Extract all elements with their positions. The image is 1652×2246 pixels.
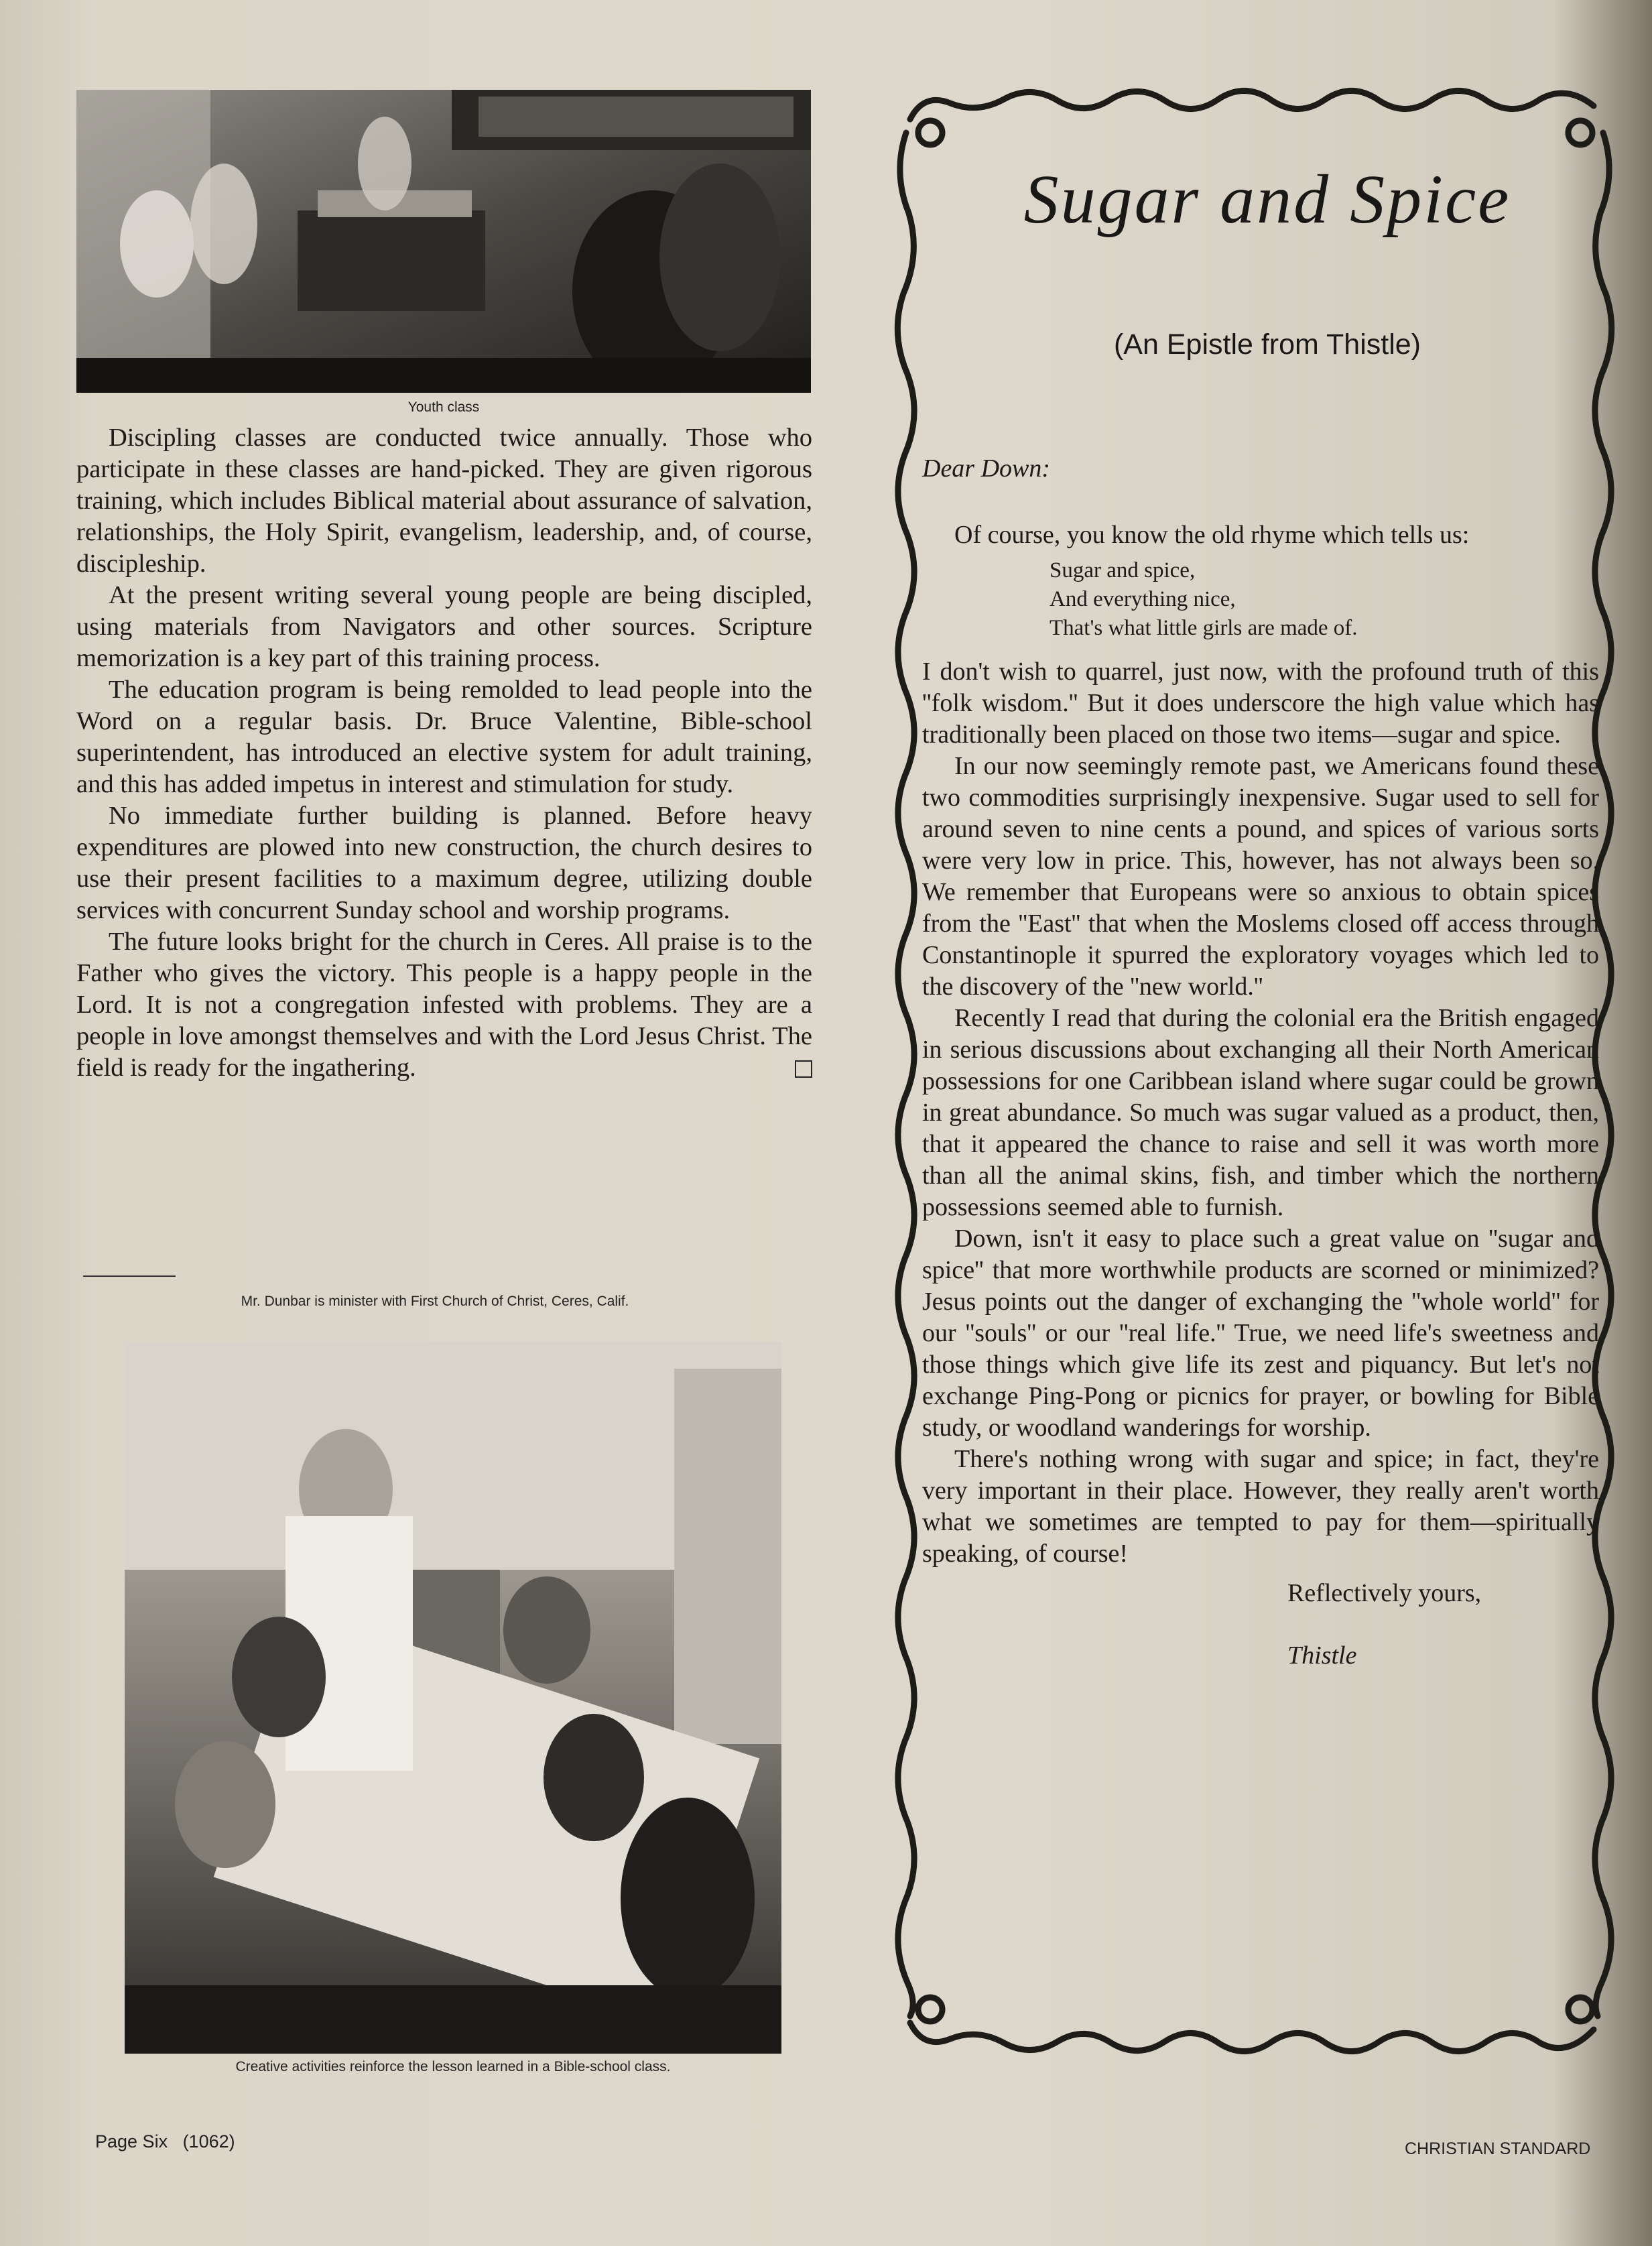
youth-class-photo-icon <box>76 90 811 393</box>
page-number: Page Six (1062) <box>95 2131 235 2151</box>
caption-youth-class: Youth class <box>407 399 480 415</box>
signature: Thistle <box>1287 1641 1357 1670</box>
left-paragraph: Discipling classes are conducted twice annually. Those who participate in these classes are hand-picked. They are given rigorous training, which includes Biblical material about assurance of salvation, relationships, the Holy Spirit, evangelism, leadership, and, of course, discipleship. <box>76 424 812 578</box>
epistle-body <box>922 453 1599 1672</box>
bible-school-photo-icon <box>125 1342 781 2054</box>
caption-bible-school-class: Creative activities reinforce the lesson learned in a Bible-school class. <box>235 2059 671 2074</box>
left-paragraph: At the present writing several young people are being discipled, using materials from Navigators and other sources. Scripture memorization is a key part of this training process. <box>76 581 812 672</box>
epistle-paragraph: Down, isn't it easy to place such a great value on ''sugar and spice'' that more worthwhile products are scorned or minimized? Jesus points out the danger of exchanging the ''whole world'' for our ''souls'' or our ''real life.'' True, we need life's sweetness and those things which give life its zest and piquancy. But let's not exchange Ping-Pong or picnics for prayer, or bowling for Bible study, or woodland wanderings for worship. <box>922 1225 1599 1442</box>
left-paragraph: No immediate further building is planned. Before heavy expenditures are plowed into new construction, the church desires to use their present facilities to a maximum degree, utilizing double services with concurrent Sunday school and worship programs. <box>76 802 812 924</box>
left-paragraph: The future looks bright for the church in Ceres. All praise is to the Father who gives the victory. This people is a happy people in the Lord. It is not a congregation infested with problems. They are a people in love amongst themselves and with the Lord Jesus Christ. The field is ready for the ingathering. <box>76 928 812 1082</box>
footnote-rule <box>83 1275 176 1277</box>
epistle-paragraph: In our now seemingly remote past, we Americans found these two commodities surprisingly inexpensive. Sugar used to sell for around seven to nine cents a pound, and spices of various sorts were very low in price. This, however, has not always been so. We remember that Europeans were so anxious to obtain spices from the ''East'' that when the Moslems closed off access through Constantinople it spurred the exploratory voyages which led to the discovery of the ''new world.'' <box>922 752 1599 1001</box>
verse-line: And everything nice, <box>1050 587 1236 611</box>
article-subtitle: (An Epistle from Thistle) <box>1113 328 1421 361</box>
epistle-paragraph: Recently I read that during the colonial era the British engaged in serious discussions about exchanging all their North American possessions for one Caribbean island where sugar could be grown in great abundance. So much was sugar valued as a product, then, that it appeared the chance to raise and sell it was worth more than all the animal skins, fish, and timber which the northern possessions seemed able to furnish. <box>922 1004 1599 1221</box>
photo-bible-school-class <box>125 1342 781 2054</box>
photo-youth-class <box>76 90 811 393</box>
author-footnote: Mr. Dunbar is minister with First Church of Christ, Ceres, Calif. <box>241 1294 629 1309</box>
epistle-paragraph: I don't wish to quarrel, just now, with the profound truth of this ''folk wisdom.'' But it does underscore the high value which has traditionally been placed on those two items—sugar and spice. <box>922 658 1599 749</box>
left-paragraph: The education program is being remolded to lead people into the Word on a regular basis. Dr. Bruce Valentine, Bible-school superintendent, has introduced an elective system for adult training, and this has added impetus in interest and stimulation for study. <box>76 676 812 798</box>
epistle-paragraph: There's nothing wrong with sugar and spice; in fact, they're very important in their place. However, they really aren't worth what we sometimes are tempted to pay for them—spiritually speaking, of course! <box>922 1445 1599 1568</box>
closing: Reflectively yours, <box>1287 1579 1482 1607</box>
salutation: Dear Down: <box>922 454 1051 483</box>
article-title: Sugar and Spice <box>1023 161 1511 238</box>
left-article-body <box>76 422 812 1084</box>
verse-line: Sugar and spice, <box>1050 558 1196 582</box>
verse-line: That's what little girls are made of. <box>1050 616 1358 640</box>
intro-paragraph: Of course, you know the old rhyme which tells us: <box>954 521 1470 549</box>
rhyme-verse <box>1050 556 1599 643</box>
end-of-article-icon <box>795 1060 812 1078</box>
left-paragraph-final <box>76 926 812 1084</box>
publication-name: CHRISTIAN STANDARD <box>1405 2139 1591 2158</box>
